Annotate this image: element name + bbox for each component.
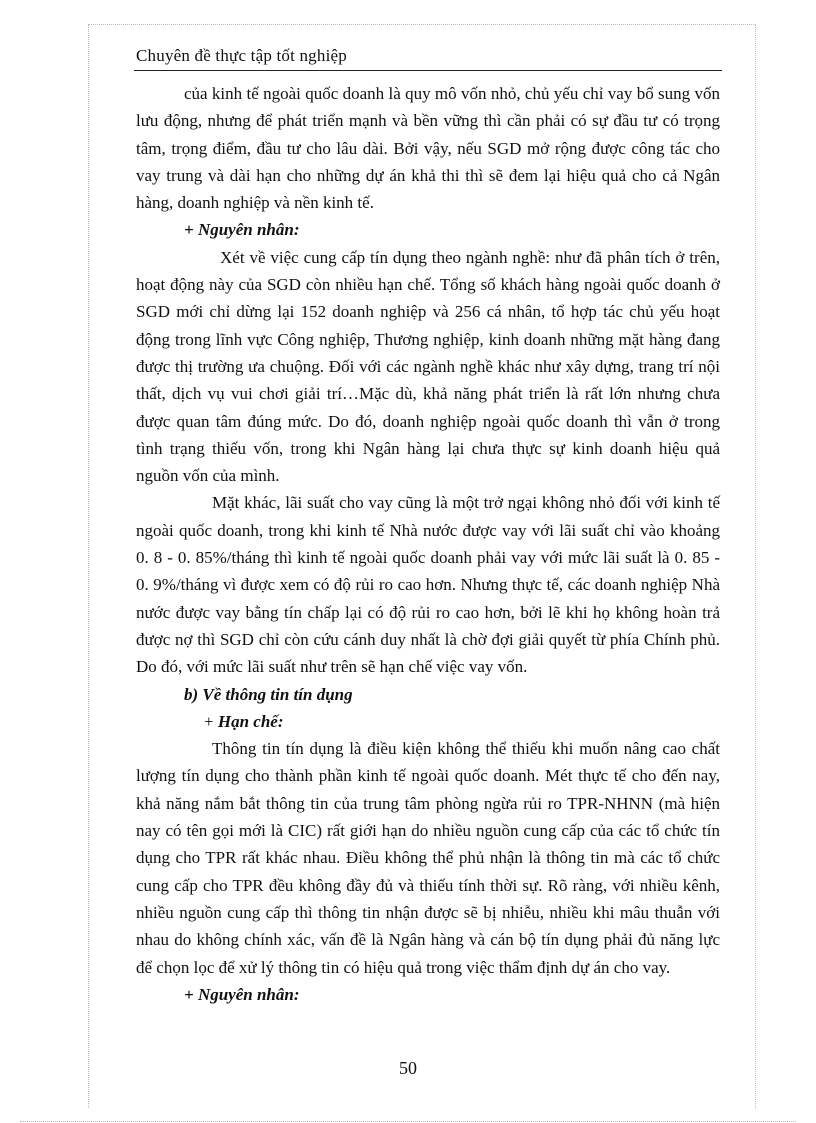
subheading-label: Nguyên nhân: bbox=[197, 220, 300, 240]
subheading-nguyen-nhan-2 bbox=[136, 981, 720, 1008]
section-heading-b: b) Về thông tin tín dụng bbox=[184, 684, 353, 704]
paragraph-1: của kinh tế ngoài quốc doanh là quy mô vốn nhỏ, chủ yếu chỉ vay bổ sung vốn lưu động, nhưng để phát triển mạnh và bền vững thì cần phải có sự đầu tư có trọng tâm, trọng điểm, đầu tư cho lâu dài. Bởi vậy, nếu SGD mở rộng được công tác cho vay trung và dài hạn cho những dự án khả thi thì sẽ đem lại hiệu quả cho cả Ngân hàng, doanh nghiệp và nền kinh tế. bbox=[136, 84, 720, 213]
subheading-nguyen-nhan-1 bbox=[136, 216, 720, 243]
subheading-han-che bbox=[136, 708, 720, 735]
subheading-label: Hạn chế: bbox=[217, 711, 284, 731]
subheading-label: Nguyên nhân: bbox=[197, 984, 300, 1004]
paragraph-4: Thông tin tín dụng là điều kiện không thể thiếu khi muốn nâng cao chất lượng tín dụng cho thành phần kinh tế ngoài quốc doanh. Mét thực tế cho đến nay, khả năng nắm bắt thông tin của trung tâm phòng ngừa rủi ro TPR-NHNN (mà hiện nay có tên gọi mới là CIC) rất giới hạn do nhiều nguồn cung cấp của các tổ chức tín dụng cho TPR rất khác nhau. Điều không thể phủ nhận là thông tin mà các tổ chức cung cấp cho TPR đều không đầy đủ và thiếu tính thời sự. Rõ ràng, với nhiều kênh, nhiều nguồn cung cấp thì thông tin nhận được sẽ bị nhiễu, nhiều khi mâu thuẫn với nhau do không chính xác, vấn đề là Ngân hàng và cán bộ tín dụng phải đủ năng lực để chọn lọc để xử lý thông tin có hiệu quả trong việc thẩm định dự án cho vay. bbox=[136, 739, 720, 977]
plus-marker: + bbox=[184, 984, 198, 1004]
plus-marker: + bbox=[204, 711, 218, 731]
running-header: Chuyên đề thực tập tốt nghiệp bbox=[136, 46, 347, 65]
document-body bbox=[136, 80, 720, 1008]
paragraph-2: Xét về việc cung cấp tín dụng theo ngành nghề: như đã phân tích ở trên, hoạt động này của SGD còn nhiều hạn chế. Tổng số khách hàng ngoài quốc doanh ở SGD mới chỉ dừng lại 152 doanh nghiệp và 256 cá nhân, tổ hợp tác chủ yếu hoạt động trong lĩnh vực Công nghiệp, Thương nghiệp, kinh doanh những mặt hàng đang được thị trường ưa chuộng. Đối với các ngành nghề khác như xây dựng, trang trí nội thất, dịch vụ vui chơi giải trí…Mặc dù, khả năng phát triển là rất lớn nhưng chưa được quan tâm đúng mức. Do đó, doanh nghiệp ngoài quốc doanh thì vẫn ở trong tình trạng thiếu vốn, trong khi Ngân hàng lại chưa thực sự kinh doanh hiệu quả nguồn vốn của mình. bbox=[136, 247, 720, 486]
paragraph-3: Mặt khác, lãi suất cho vay cũng là một trở ngại không nhỏ đối với kinh tế ngoài quốc doanh, trong khi kinh tế Nhà nước được vay với lãi suất chỉ vào khoảng 0. 8 - 0. 85%/tháng thì kinh tế ngoài quốc doanh phải vay với mức lãi suất là 0. 85 - 0. 9%/tháng vì được xem có độ rủi ro cao hơn. Nhưng thực tế, các doanh nghiệp Nhà nước được vay bằng tín chấp lại có độ rủi ro cao hơn, bởi lẽ khi họ không hoàn trả được nợ thì SGD chỉ còn cứu cánh duy nhất là chờ đợi giải quyết từ phía Chính phủ. Do đó, với mức lãi suất như trên sẽ hạn chế việc vay vốn. bbox=[136, 493, 720, 677]
plus-marker: + bbox=[184, 220, 198, 240]
bottom-dotted-line bbox=[20, 1121, 796, 1122]
header-rule bbox=[134, 70, 722, 71]
page-number: 50 bbox=[399, 1058, 417, 1078]
